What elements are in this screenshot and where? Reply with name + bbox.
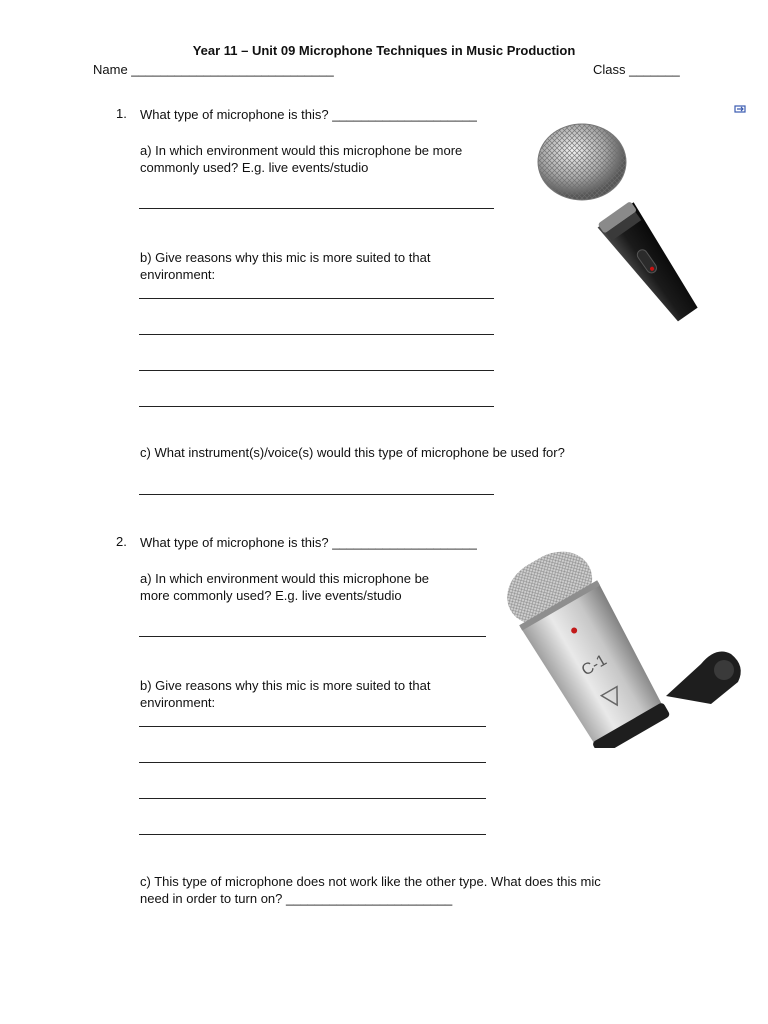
link-icon[interactable] (734, 104, 746, 114)
mic-model-label: C-1 (578, 651, 610, 680)
question-2-text: What type of microphone is this? ____________________ (140, 535, 477, 550)
question-1-text: What type of microphone is this? ____________________ (140, 107, 477, 122)
answer-line[interactable] (139, 208, 494, 209)
answer-line[interactable] (139, 298, 494, 299)
condenser-microphone-icon (506, 546, 752, 748)
question-2b-line1: b) Give reasons why this mic is more suited to that (140, 678, 431, 693)
question-2b-line2: environment: (140, 695, 216, 710)
class-field-label: Class _______ (593, 62, 680, 77)
question-2c-line2: need in order to turn on? _______________________ (140, 891, 453, 906)
question-2a-line2: more commonly used? E.g. live events/studio (140, 588, 402, 603)
answer-line[interactable] (139, 636, 486, 637)
answer-line[interactable] (139, 834, 486, 835)
answer-line[interactable] (139, 798, 486, 799)
answer-line[interactable] (139, 370, 494, 371)
answer-line[interactable] (139, 726, 486, 727)
question-2a-line1: a) In which environment would this microphone be (140, 571, 430, 586)
question-1-number: 1. (116, 106, 127, 121)
page-title: Year 11 – Unit 09 Microphone Techniques in Music Production (192, 43, 576, 58)
answer-line[interactable] (139, 334, 494, 335)
question-1c-text: c) What instrument(s)/voice(s) would this type of microphone be used for? (140, 445, 565, 460)
question-1b-line1: b) Give reasons why this mic is more suited to that (140, 250, 431, 265)
name-field-label: Name ____________________________ (93, 62, 334, 77)
question-2-number: 2. (116, 534, 127, 549)
answer-line[interactable] (139, 406, 494, 407)
question-1a-line2: commonly used? E.g. live events/studio (140, 160, 369, 175)
answer-line[interactable] (139, 494, 494, 495)
question-1a-line1: a) In which environment would this microphone be more (140, 143, 463, 158)
answer-line[interactable] (139, 762, 486, 763)
question-2c-line1: c) This type of microphone does not work like the other type. What does this mic (140, 874, 601, 889)
dynamic-microphone-icon (527, 118, 747, 338)
question-1b-line2: environment: (140, 267, 216, 282)
